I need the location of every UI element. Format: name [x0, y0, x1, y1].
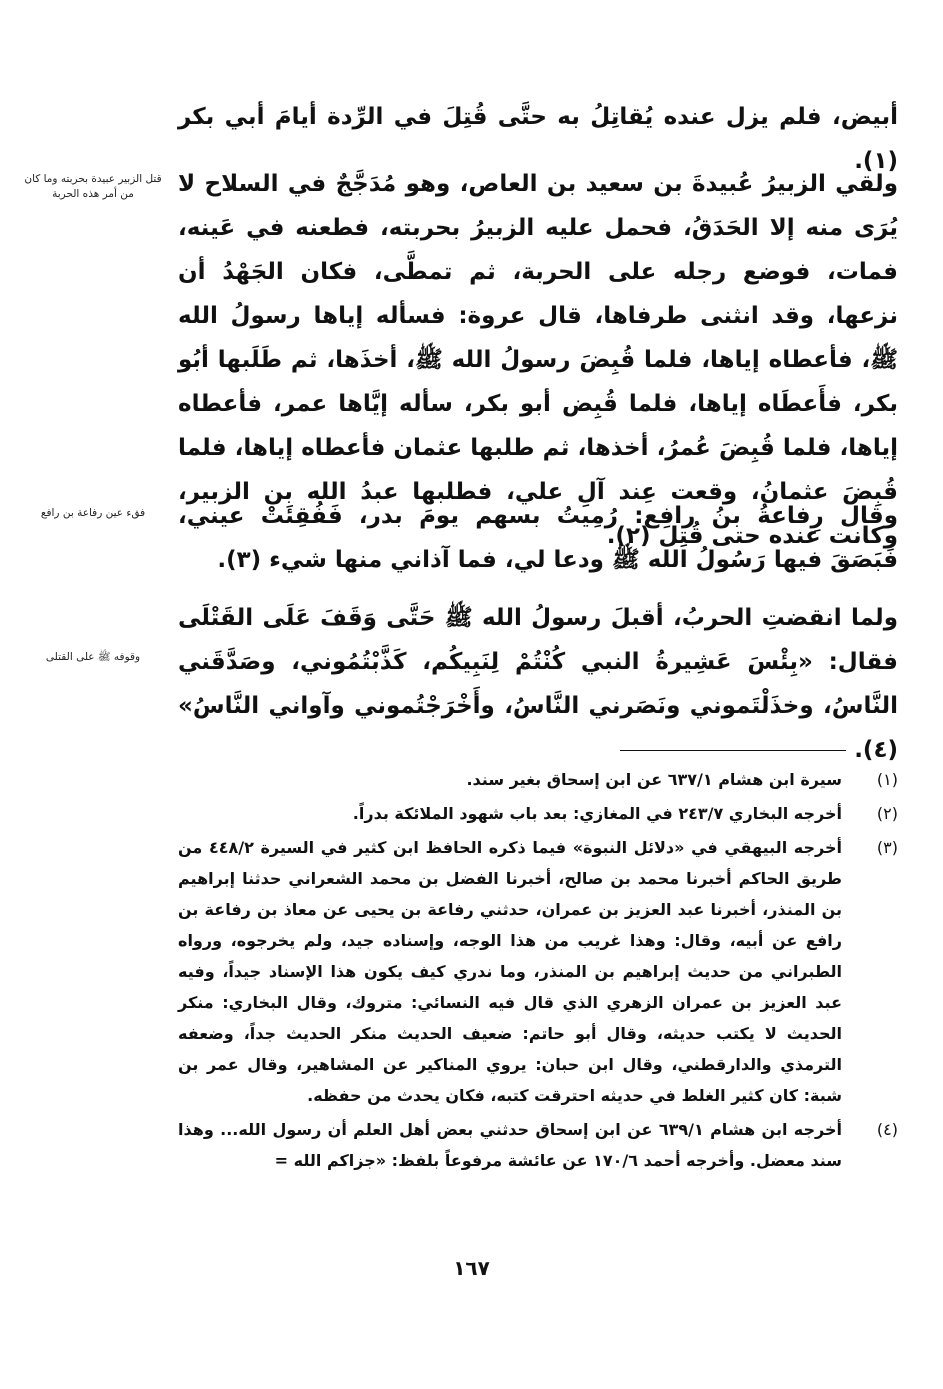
paragraph-standing-over-slain: ولما انقضتِ الحربُ، أقبلَ رسولُ الله ﷺ حَتَّى وَقَفَ عَلَى القَتْلَى فقال: «بِئْسَ عَشِيرةُ النبي كُنْتُمْ لِنَبِيكُم، كَذَّبْتُمُوني، وصَدَّقَني النَّاسُ، وخذَلْتَموني ونَصَرني النَّاسُ، وأَخْرَجْتُموني وآواني النَّاسُ» (٤).: [178, 605, 898, 763]
footnote-number: (٤): [876, 1120, 898, 1139]
paragraph-rifaah-eye: وقال رِفاعةُ بنُ رافع: رُمِيتُ بسهم يومَ بدر، فَفُقِئَتْ عيني، فَبَصَقَ فيها رَسُولُ الله ﷺ ودعا لي، فما آذاني منها شيء (٣).: [178, 503, 898, 573]
footnote-number: (١): [876, 770, 898, 789]
footnotes: [178, 764, 898, 1179]
footnote-number: (٢): [876, 804, 898, 823]
footnote-text: أخرجه ابن هشام ٦٣٩/١ عن ابن إسحاق حدثني بعض أهل العلم أن رسول الله... وهذا سند معضل. وأخرجه أحمد ١٧٠/٦ عن عائشة مرفوعاً بلفظ: «جزاكم الله =: [178, 1120, 843, 1170]
margin-note-zubair-spear: قتل الزبير عبيدة بحربته وما كان من أمر هذه الحربة: [24, 173, 162, 200]
footnote-number: (٣): [876, 838, 898, 857]
footnote-1: [178, 764, 898, 795]
footnote-2: [178, 798, 898, 829]
paragraph-zubair-ubaydah: ولقي الزبيرُ عُبيدةَ بن سعيد بن العاص، وهو مُدَجَّجٌ في السلاح لا يُرَى منه إلا الحَدَقُ، فحمل عليه الزبيرُ بحربته، فطعنه في عَينه، فمات، فوضع رجله على الحربة، ثم تمطَّى، فكان الجَهْدُ أن نزعها، وقد انثنى طرفاها، قال عروة: فسأله إياها رسولُ الله ﷺ، فأعطاه إياها، فلما قُبِضَ رسولُ الله ﷺ، أخذَها، ثم طَلَبها أبُو بكر، فأَعطَاه إياها، فلما قُبِض أبو بكر، سأله إيَّاها عمر، فأعطاه إياها، فلما قُبِضَ عُمرُ، أخذها، ثم طلبها عثمان فأعطاه إياها، فلما قُبِضَ عثمانُ، وقعت عِند آلِ علي، فطلبها عبدُ الله بن الزبير، وكانت عنده حتى قُتِلَ (٢).: [178, 171, 898, 549]
paragraph-spear-fighting: أبيض، فلم يزل عنده يُقاتِلُ به حتَّى قُتِلَ في الرِّدة أيامَ أبي بكر (١).: [178, 104, 898, 174]
margin-note-standing-slain: وقوفه ﷺ على القتلى: [45, 651, 141, 663]
page-number: ١٦٧: [453, 1256, 490, 1280]
footnote-3: [178, 832, 898, 1111]
margin-note-rifaah-eye: فقء عين رفاعة بن رافع: [40, 507, 146, 519]
footnote-text: أخرجه البخاري ٢٤٣/٧ في المغازي: بعد باب شهود الملائكة بدراً.: [352, 804, 842, 823]
footnote-text: أخرجه البيهقي في «دلائل النبوة» فيما ذكره الحافظ ابن كثير في السيرة ٤٤٨/٢ من طريق الحاكم أخبرنا محمد بن صالح، أخبرنا الفضل بن محمد الشعراني حدثنا إبراهيم بن المنذر، أخبرنا عبد العزيز بن عمران، حدثني رفاعة بن يحيى عن معاذ بن رفاعة بن رافع عن أبيه، وقال: وهذا غريب من هذا الوجه، وإسناده جيد، ولم يخرجوه، ورواه الطبراني من حديث إبراهيم بن المنذر، وما ندري كيف يكون هذا الإسناد جيداً، وفيه عبد العزيز بن عمران الزهري الذي قال فيه النسائي: متروك، وقال البخاري: منكر الحديث لا يكتب حديثه، وقال أبو حاتم: ضعيف الحديث منكر الحديث جداً، وضعفه الترمذي والدارقطني، وقال ابن حبان: يروي المناكير عن المشاهير، وقال عمر بن شبة: كان كثير الغلط في حديثه احترقت كتبه، فكان يحدث من حفظه.: [178, 838, 843, 1105]
footnote-text: سيرة ابن هشام ٦٣٧/١ عن ابن إسحاق بغير سند.: [466, 770, 842, 789]
footnote-4: [178, 1114, 898, 1176]
footnote-divider: [620, 750, 846, 751]
